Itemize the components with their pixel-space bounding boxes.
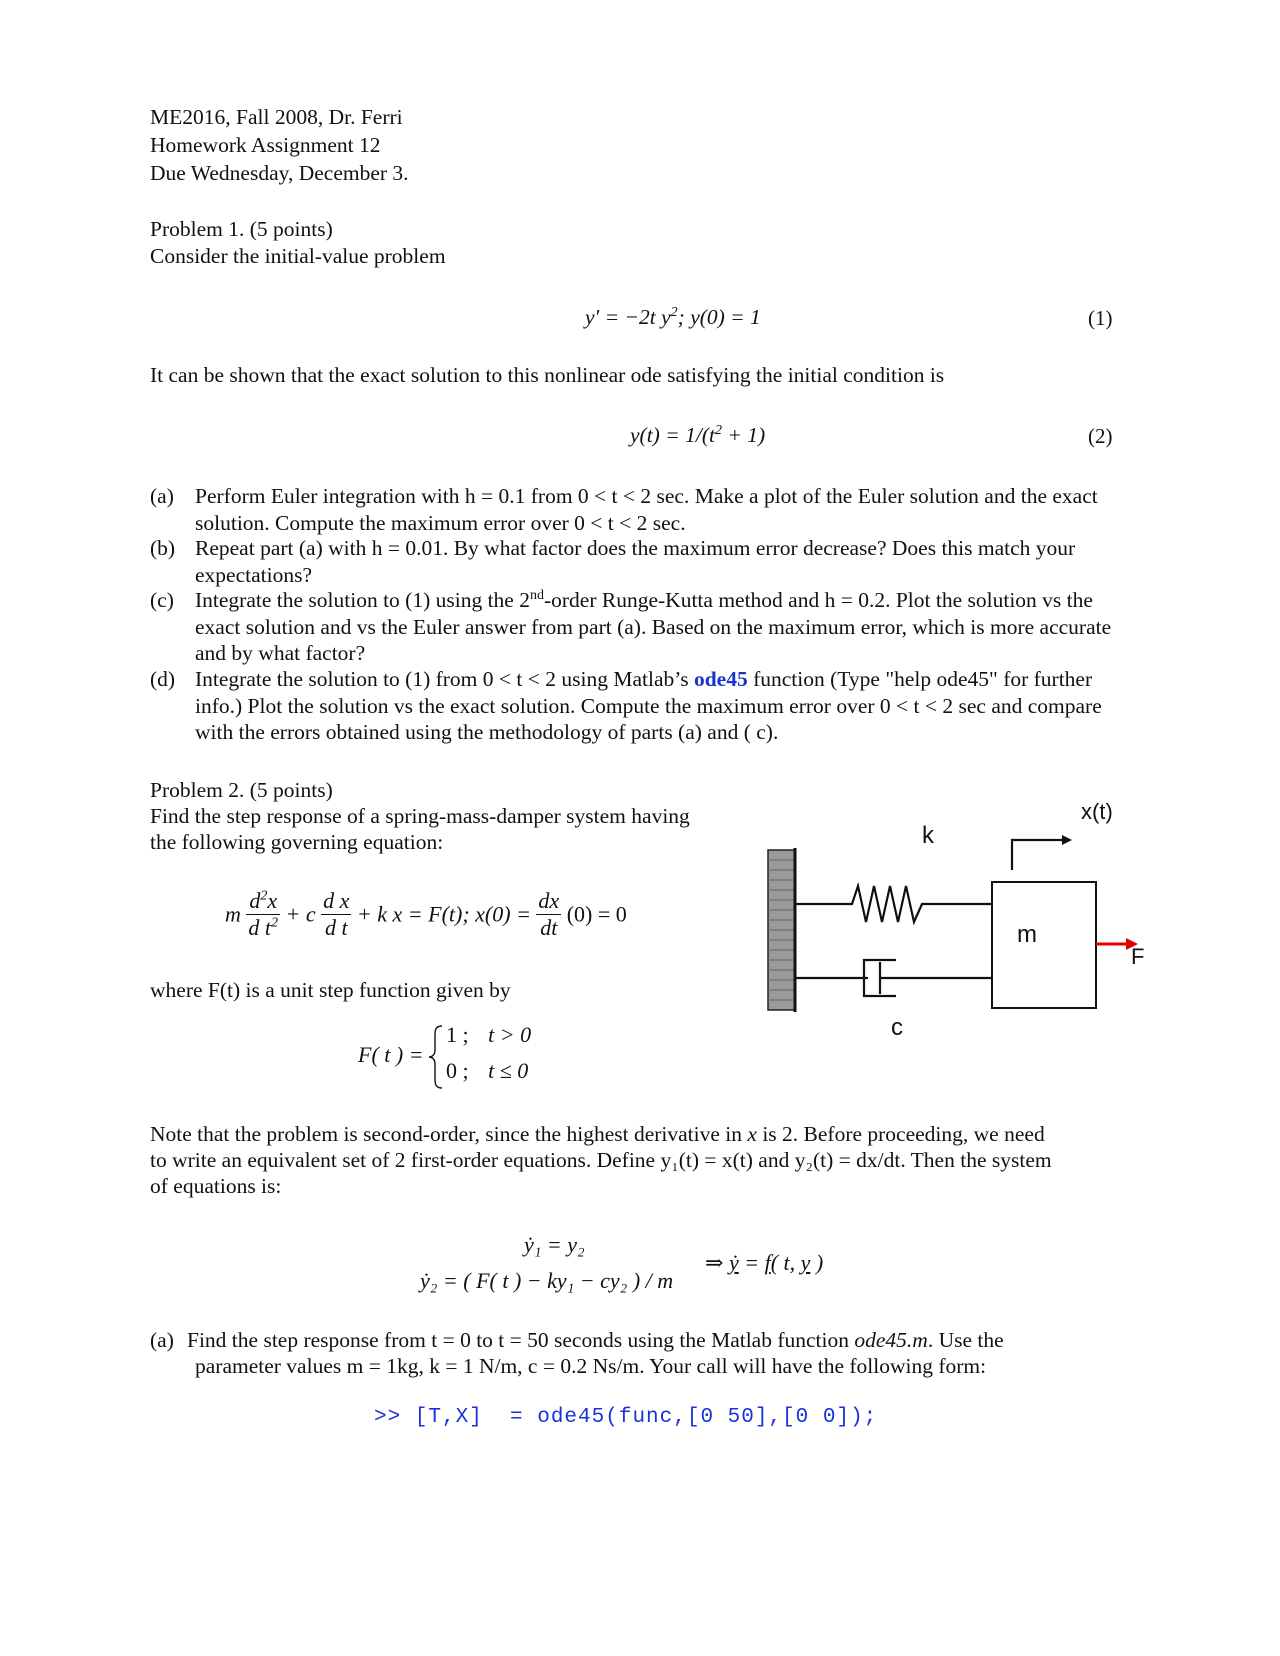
problem1-intro: Consider the initial-value problem bbox=[150, 244, 446, 268]
matlab-code-line: >> [T,X] = ode45(func,[0 50],[0 0]); bbox=[374, 1406, 878, 1429]
problem1-part-b bbox=[150, 535, 1140, 588]
ic-fraction bbox=[536, 888, 561, 941]
part-text bbox=[195, 587, 1140, 667]
due-date-line: Due Wednesday, December 3. bbox=[150, 161, 409, 185]
d-symbol: d bbox=[249, 888, 261, 913]
f-vector: f bbox=[764, 1250, 771, 1275]
part-label: (d) bbox=[150, 667, 176, 691]
note-line-2: to write an equivalent set of 2 first-order equations. Define y₁(t) = x(t) and y₂(t) = dx/dt. Then the system bbox=[150, 1148, 1052, 1172]
note-line-3: of equations is: bbox=[150, 1174, 282, 1198]
first-derivative-fraction bbox=[321, 888, 351, 941]
ic-end: (0) = 0 bbox=[566, 901, 627, 927]
equation-2-number: (2) bbox=[1088, 424, 1113, 448]
rhs-text: + k x = F(t); x(0) = bbox=[356, 901, 531, 927]
eq2-lhs: y(t) = 1/(t bbox=[630, 423, 715, 447]
displacement-arrow bbox=[1012, 840, 1062, 870]
problem1-title: Problem 1. (5 points) bbox=[150, 217, 333, 241]
problem2-part-a-line-2: parameter values m = 1kg, k = 1 N/m, c = 0.2 Ns/m. Your call will have the following form: bbox=[195, 1354, 987, 1378]
problem1-part-d bbox=[150, 666, 1140, 746]
plus-c: + c bbox=[285, 901, 316, 927]
args: ( t, bbox=[770, 1250, 801, 1275]
note-text: is 2. Before proceeding, we need bbox=[756, 1122, 1045, 1146]
course-line: ME2016, Fall 2008, Dr. Ferri bbox=[150, 105, 403, 129]
eq2-rhs: + 1) bbox=[721, 423, 766, 447]
assignment-line: Homework Assignment 12 bbox=[150, 133, 381, 157]
case-condition: t > 0 bbox=[488, 1022, 532, 1047]
system-compact bbox=[705, 1250, 823, 1276]
numerator: d x bbox=[323, 888, 350, 913]
close-paren: ) bbox=[810, 1250, 824, 1275]
force-label: F bbox=[1131, 944, 1145, 969]
problem2-intro-1: Find the step response of a spring-mass-damper system having bbox=[150, 804, 690, 828]
step-case-2 bbox=[446, 1058, 528, 1084]
part-text bbox=[195, 666, 1140, 746]
implies-symbol: ⇒ bbox=[705, 1250, 724, 1275]
equals: = bbox=[738, 1250, 765, 1275]
eq1-lhs: y′ = −2t y bbox=[585, 305, 671, 329]
text: Find the step response from t = 0 to t = 50 seconds using the Matlab function bbox=[187, 1328, 855, 1352]
part-text-post: function (Type "help ode45" for further info.) Plot the solution vs the exact solution. Compute the maximum error over 0 < t < 2 sec and compare with the errors obtained using the methodology of parts (a) and ( c). bbox=[195, 667, 1102, 744]
denominator: dt bbox=[540, 915, 558, 940]
denominator: d t bbox=[324, 915, 348, 940]
y-vector: y bbox=[800, 1250, 811, 1275]
problem1-part-a bbox=[150, 483, 1140, 536]
step-case-1 bbox=[446, 1022, 531, 1048]
part-text: Repeat part (a) with h = 0.01. By what factor does the maximum error decrease? Does this match your expectations? bbox=[195, 536, 1076, 587]
eq1-rhs: ; y(0) = 1 bbox=[677, 305, 761, 329]
part-text: Perform Euler integration with h = 0.1 from 0 < t < 2 sec. Make a plot of the Euler solution and the exact solution. Compute the maximum error over 0 < t < 2 sec. bbox=[195, 484, 1098, 535]
case-value: 1 ; bbox=[446, 1022, 469, 1047]
displacement-label: x(t) bbox=[1081, 799, 1113, 824]
ode45-file: ode45.m bbox=[854, 1328, 928, 1352]
text: . Use the bbox=[927, 1328, 1004, 1352]
note-text: Note that the problem is second-order, since the highest derivative in bbox=[150, 1122, 748, 1146]
part-text-post: -order Runge-Kutta method and h = 0.2. Plot the solution vs the exact solution and vs the Euler answer from part (a). Based on the maximum error, which is more accurate and by what factor? bbox=[195, 588, 1112, 665]
system-row-2: ẏ₂ = ( F( t ) − ky₁ − cy₂ ) / m bbox=[420, 1268, 674, 1293]
exact-solution-intro: It can be shown that the exact solution to this nonlinear ode satisfying the initial condition is bbox=[150, 363, 945, 387]
ydot-vector: ẏ bbox=[728, 1250, 739, 1275]
spring bbox=[795, 886, 992, 922]
mass-symbol: m bbox=[225, 901, 241, 927]
note-x: x bbox=[747, 1122, 757, 1146]
spring-mass-damper-diagram bbox=[760, 790, 1140, 1050]
x-symbol: x bbox=[267, 888, 278, 913]
damper-label: c bbox=[891, 1014, 903, 1041]
part-label: (b) bbox=[150, 536, 176, 560]
mass-block bbox=[992, 882, 1096, 1008]
problem2-title: Problem 2. (5 points) bbox=[150, 778, 333, 802]
ordinal-sup: nd bbox=[529, 587, 544, 603]
governing-equation bbox=[225, 888, 627, 941]
system-row-1: ẏ₁ = y₂ bbox=[524, 1232, 585, 1257]
dt-symbol: d t bbox=[248, 915, 272, 940]
spring-label: k bbox=[922, 822, 934, 849]
problem1-part-c bbox=[150, 587, 1140, 667]
problem2-part-a-label: (a) bbox=[150, 1328, 174, 1352]
part-label: (c) bbox=[150, 588, 174, 612]
ode45-highlight: ode45 bbox=[693, 667, 748, 691]
problem2-intro-2: the following governing equation: bbox=[150, 830, 444, 854]
numerator: dx bbox=[538, 888, 560, 913]
note-line-1 bbox=[150, 1121, 1045, 1147]
equation-1-number: (1) bbox=[1088, 306, 1113, 330]
case-condition: t ≤ 0 bbox=[488, 1058, 529, 1083]
step-intro: where F(t) is a unit step function given by bbox=[150, 978, 511, 1002]
second-derivative-fraction bbox=[246, 888, 280, 941]
case-value: 0 ; bbox=[446, 1058, 469, 1083]
exp: 2 bbox=[260, 888, 268, 904]
problem2-part-a-line-1 bbox=[187, 1327, 1004, 1353]
curly-brace bbox=[428, 1024, 446, 1090]
part-text-pre: Integrate the solution to (1) using the 2 bbox=[195, 588, 530, 612]
equation-1 bbox=[585, 304, 761, 330]
part-label: (a) bbox=[150, 484, 174, 508]
exp: 2 bbox=[271, 915, 279, 931]
part-text-pre: Integrate the solution to (1) from 0 < t < 2 using Matlab’s bbox=[195, 667, 694, 691]
eq2-exp: 2 bbox=[714, 422, 722, 438]
eq1-exp: 2 bbox=[670, 304, 678, 320]
equation-2 bbox=[630, 422, 765, 448]
mass-label: m bbox=[1017, 921, 1037, 948]
step-function-lhs: F( t ) = bbox=[358, 1042, 424, 1067]
